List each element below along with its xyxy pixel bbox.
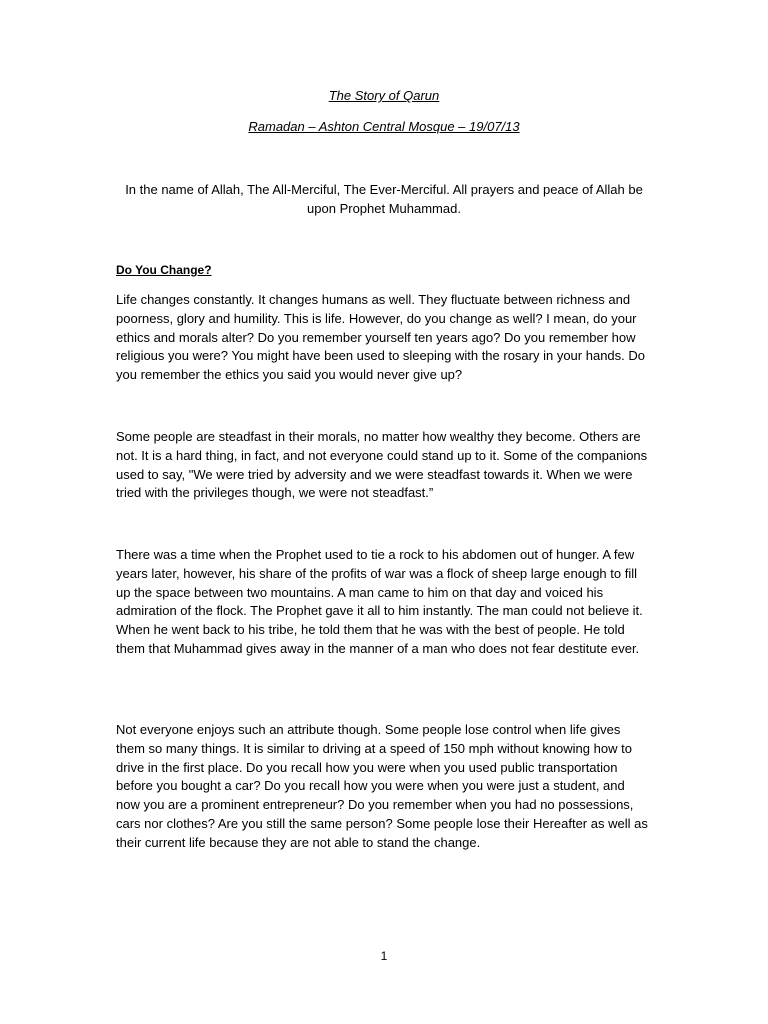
body-paragraph: Not everyone enjoys such an attribute though. Some people lose control when life gives them so many things. It is similar to driving at a speed of 150 mph without knowing how to drive in the first place. Do you recall how you were when you used public transportation before you bought a car? Do you recall how you were when you were just a student, and now you are a prominent entrepreneur? Do you remember when you had no possessions, cars nor clothes? Are you still the same person? Some people lose their Hereafter as well as their current life because they are not able to stand the change. [116,722,648,850]
body-paragraph: There was a time when the Prophet used to tie a rock to his abdomen out of hunger. A few years later, however, his share of the profits of war was a flock of sheep large enough to fill up the space between two mountains. A man came to him on that day and voiced his admiration of the flock. The Prophet gave it all to him instantly. The man could not believe it. When he went back to his tribe, he told them that he was with the best of people. He told them that Muhammad gives away in the manner of a man who does not fear destitute ever. [116,547,643,656]
page-number: 1 [380,949,388,963]
section-heading: Do You Change? [116,263,212,277]
intro-paragraph: In the name of Allah, The All-Merciful, The Ever-Merciful. All prayers and peace of Allah be upon Prophet Muhammad. [125,182,643,216]
document-title: The Story of Qarun [328,88,440,103]
body-paragraph: Life changes constantly. It changes humans as well. They fluctuate between richness and poorness, glory and humility. This is life. However, do you change as well? I mean, do your ethics and morals alter? Do you remember yourself ten years ago? Do you remember how religious you were? You might have been used to sleeping with the rosary in your hands. Do you remember the ethics you said you would never give up? [116,292,645,383]
body-paragraph: Some people are steadfast in their morals, no matter how wealthy they become. Others are not. It is a hard thing, in fact, and not everyone could stand up to it. Some of the companions used to say, "We were tried by adversity and we were steadfast towards it. When we were tried with the privileges though, we were not steadfast.” [116,429,648,501]
document-subtitle: Ramadan – Ashton Central Mosque – 19/07/13 [248,119,520,134]
